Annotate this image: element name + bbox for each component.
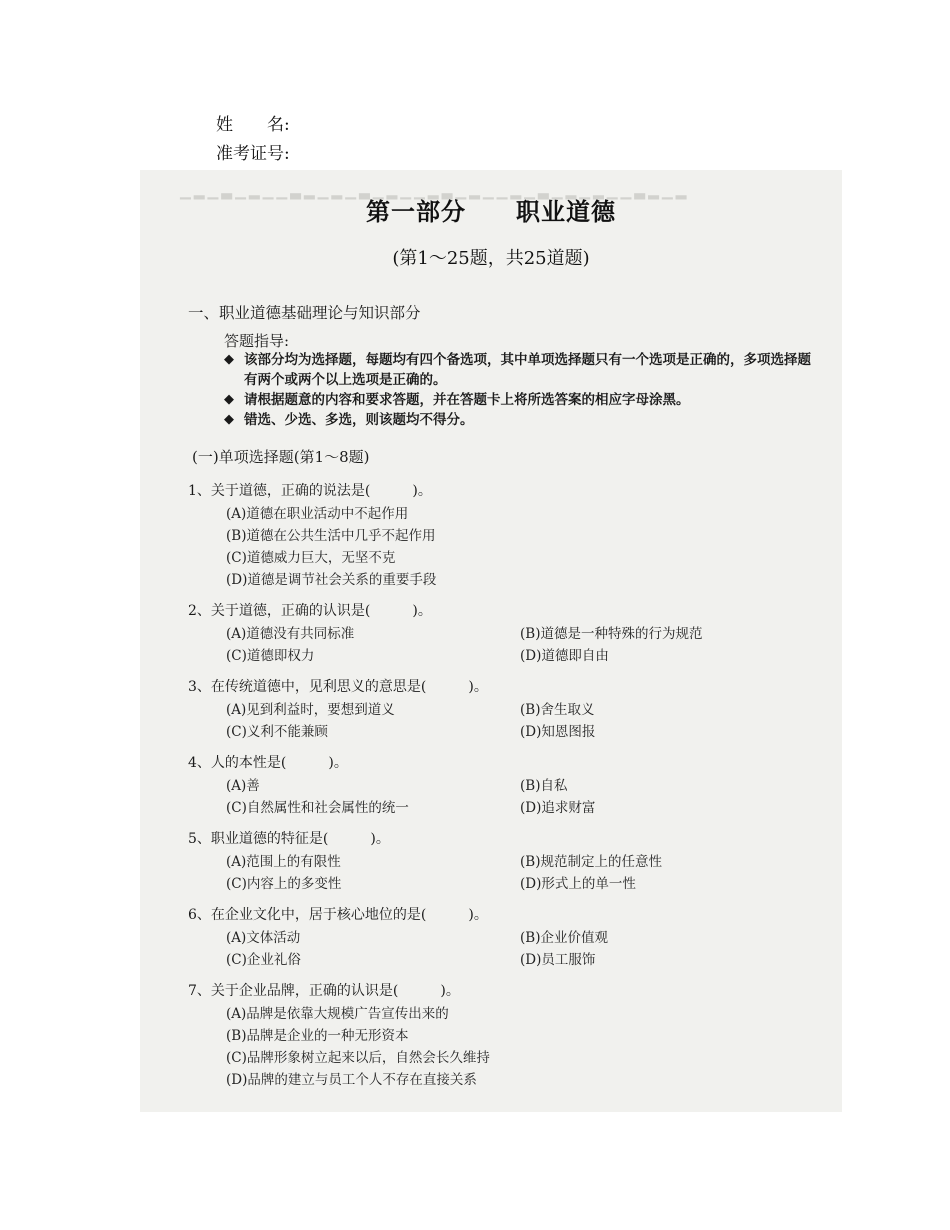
question-4-option-c: (C)自然属性和社会属性的统一 [226, 800, 409, 816]
question-3-option-d: (D)知恩图报 [520, 724, 596, 740]
section-title: 一、职业道德基础理论与知识部分 [188, 304, 421, 322]
guide-list [224, 350, 814, 430]
guide-item: ◆ 错选、少选、多选，则该题均不得分。 [224, 412, 474, 428]
diamond-icon: ◆ [224, 392, 234, 407]
question-range-note: (第1～25题，共25道题) [392, 248, 590, 269]
question-3-option-c: (C)义利不能兼顾 [226, 724, 328, 740]
question-2-option-d: (D)道德即自由 [520, 648, 609, 664]
question-3-option-a: (A)见到利益时，要想到道义 [226, 702, 395, 718]
question-5-option-a: (A)范围上的有限性 [226, 854, 341, 870]
question-7-option-d: (D)品牌的建立与员工个人不存在直接关系 [226, 1072, 477, 1088]
question-2-option-a: (A)道德没有共同标准 [226, 626, 355, 642]
guide-item: ◆ 请根据题意的内容和要求答题，并在答题卡上将所选答案的相应字母涂黑。 [224, 392, 690, 408]
exam-id-field-label: 准考证号: [216, 144, 290, 164]
question-1-option-d: (D)道德是调节社会关系的重要手段 [226, 572, 437, 588]
question-6-option-a: (A)文体活动 [226, 930, 301, 946]
question-7-stem: 7、关于企业品牌，正确的认识是( )。 [188, 983, 460, 999]
question-3-stem: 3、在传统道德中，见利思义的意思是( )。 [188, 679, 488, 695]
question-2-stem: 2、关于道德，正确的认识是( )。 [188, 603, 432, 619]
question-4-option-b: (B)自私 [520, 778, 568, 794]
part-title: 第一部分 职业道德 [366, 197, 616, 226]
question-7-option-c: (C)品牌形象树立起来以后，自然会长久维持 [226, 1050, 490, 1066]
question-6-stem: 6、在企业文化中，居于核心地位的是( )。 [188, 907, 488, 923]
question-2-option-b: (B)道德是一种特殊的行为规范 [520, 626, 703, 642]
question-4-stem: 4、人的本性是( )。 [188, 755, 348, 771]
question-5-stem: 5、职业道德的特征是( )。 [188, 831, 390, 847]
question-6-option-d: (D)员工服饰 [520, 952, 596, 968]
diamond-icon: ◆ [224, 352, 234, 367]
question-4-option-a: (A)善 [226, 778, 260, 794]
question-4-option-d: (D)追求财富 [520, 800, 596, 816]
question-3-option-b: (B)舍生取义 [520, 702, 595, 718]
question-1-option-a: (A)道德在职业活动中不起作用 [226, 506, 409, 522]
question-1-option-c: (C)道德威力巨大，无坚不克 [226, 550, 396, 566]
question-5-option-d: (D)形式上的单一性 [520, 876, 636, 892]
question-7-option-a: (A)品牌是依靠大规模广告宣传出来的 [226, 1006, 449, 1022]
question-2-option-c: (C)道德即权力 [226, 648, 315, 664]
question-5-option-b: (B)规范制定上的任意性 [520, 854, 662, 870]
name-field-label: 姓 名: [216, 115, 290, 135]
question-1-stem: 1、关于道德，正确的说法是( )。 [188, 483, 432, 499]
question-5-option-c: (C)内容上的多变性 [226, 876, 342, 892]
diamond-icon: ◆ [224, 412, 234, 427]
question-6-option-c: (C)企业礼俗 [226, 952, 301, 968]
question-6-option-b: (B)企业价值观 [520, 930, 608, 946]
guide-item: ◆ 该部分均为选择题，每题均有四个备选项，其中单项选择题只有一个选项是正确的，多项选择题有两个或两个以上选项是正确的。 [224, 352, 811, 388]
question-1-option-b: (B)道德在公共生活中几乎不起作用 [226, 528, 436, 544]
scanned-exam-page [140, 170, 842, 1112]
guide-title: 答题指导: [224, 332, 290, 350]
subsection-title: (一)单项选择题(第1～8题) [192, 448, 370, 466]
question-7-option-b: (B)品牌是企业的一种无形资本 [226, 1028, 409, 1044]
bleed-through-texture: ▁▂▁▃▁▂▁▁▃▂▁▂▁▃▁▂▁▁▂▃▁▂▁▁▂▁▃▁▂▁▂▁▁▃▂▁▂ [180, 184, 690, 200]
